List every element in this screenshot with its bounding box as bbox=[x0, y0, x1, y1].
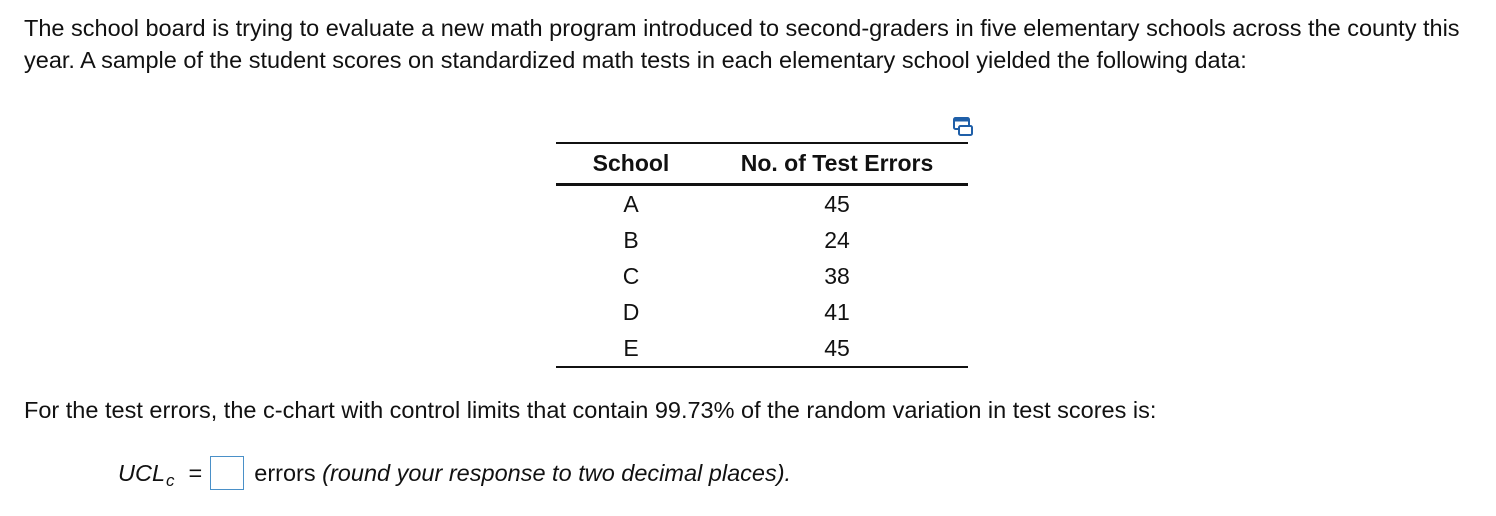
table-row bbox=[556, 330, 968, 367]
question-text: For the test errors, the c-chart with control limits that contain 99.73% of the random variation in test scores is: bbox=[24, 397, 1157, 423]
cell-errors: 24 bbox=[824, 226, 850, 253]
cell-school: E bbox=[623, 334, 639, 361]
header-test-errors: No. of Test Errors bbox=[740, 150, 934, 176]
ucl-label: UCL bbox=[118, 460, 166, 486]
table-row bbox=[556, 294, 968, 330]
cell-errors: 45 bbox=[824, 334, 850, 361]
table-row bbox=[556, 222, 968, 258]
cell-errors: 45 bbox=[824, 190, 850, 217]
cell-errors: 41 bbox=[824, 298, 850, 325]
school-errors-table bbox=[556, 142, 968, 368]
table-header-row bbox=[556, 143, 968, 185]
cell-school: D bbox=[622, 298, 640, 325]
table-row bbox=[556, 185, 968, 223]
rounding-instruction: (round your response to two decimal places). bbox=[322, 460, 792, 486]
ucl-subscript: c bbox=[166, 471, 175, 490]
copy-table-icon[interactable] bbox=[952, 116, 974, 138]
cell-errors: 38 bbox=[824, 262, 850, 289]
unit-label: errors bbox=[254, 460, 316, 486]
ucl-answer-line bbox=[118, 454, 791, 492]
cell-school: B bbox=[623, 226, 639, 253]
problem-intro: The school board is trying to evaluate a new math program introduced to second-graders in five elementary schools across the county this year. A sample of the student scores on standardized math tests in each elementary school yielded the following data: bbox=[24, 15, 1460, 73]
header-school: School bbox=[592, 150, 670, 176]
ucl-answer-input[interactable] bbox=[210, 456, 244, 490]
cell-school: A bbox=[623, 190, 639, 217]
cell-school: C bbox=[622, 262, 640, 289]
equals-sign: = bbox=[188, 460, 203, 486]
table-row bbox=[556, 258, 968, 294]
